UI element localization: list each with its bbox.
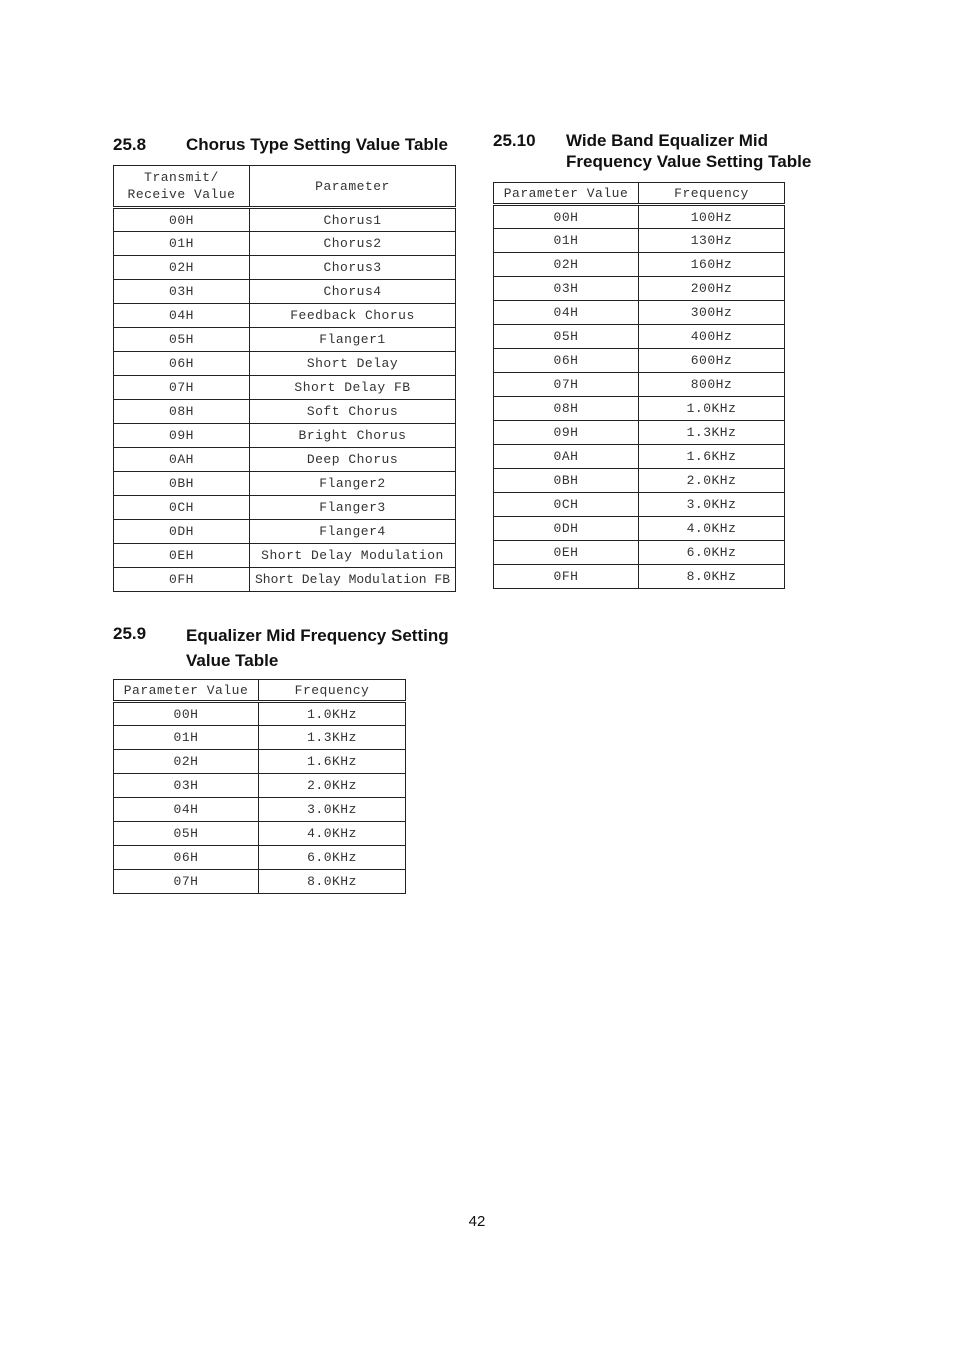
value-cell: 01H [494,229,639,253]
parameter-cell: 3.0KHz [259,798,406,822]
column-header: Parameter [250,166,456,208]
parameter-cell: 300Hz [639,301,785,325]
parameter-cell: 400Hz [639,325,785,349]
section-title: Equalizer Mid Frequency Setting Value Table [186,626,449,670]
value-cell: 00H [114,208,250,232]
table-row [494,469,785,493]
parameter-cell: Flanger2 [250,472,456,496]
parameter-cell: 4.0KHz [259,822,406,846]
parameter-cell: Feedback Chorus [250,304,456,328]
value-cell: 06H [494,349,639,373]
value-cell: 0FH [114,568,250,592]
parameter-cell: 130Hz [639,229,785,253]
table-row [494,301,785,325]
value-cell: 0BH [114,472,250,496]
value-cell: 07H [114,870,259,894]
parameter-cell: 1.0KHz [259,702,406,726]
section-25-8-heading [113,134,473,158]
value-cell: 08H [494,397,639,421]
table-row [114,726,406,750]
parameter-cell: Flanger3 [250,496,456,520]
value-cell: 07H [114,376,250,400]
table-row [114,496,456,520]
table-row [114,232,456,256]
value-cell: 04H [494,301,639,325]
value-cell: 00H [494,205,639,229]
column-header: Frequency [259,680,406,702]
table-row [114,376,456,400]
value-cell: 03H [114,774,259,798]
value-cell: 03H [494,277,639,301]
value-cell: 0DH [494,517,639,541]
page-number: 42 [468,1213,486,1230]
value-cell: 06H [114,352,250,376]
value-cell: 02H [114,750,259,774]
table-row [114,702,406,726]
section-number: 25.8 [113,135,147,154]
value-cell: 0EH [494,541,639,565]
table-row [114,208,456,232]
value-cell: 01H [114,726,259,750]
table-row [114,544,456,568]
parameter-cell: Chorus3 [250,256,456,280]
parameter-cell: 6.0KHz [259,846,406,870]
table-row [494,445,785,469]
table-row [114,774,406,798]
value-cell: 06H [114,846,259,870]
table-row [114,304,456,328]
table-row [114,280,456,304]
parameter-cell: 2.0KHz [639,469,785,493]
value-cell: 0EH [114,544,250,568]
parameter-cell: 160Hz [639,253,785,277]
parameter-cell: Chorus1 [250,208,456,232]
value-cell: 05H [494,325,639,349]
table-row [494,397,785,421]
parameter-cell: 8.0KHz [259,870,406,894]
table-row [494,325,785,349]
value-cell: 02H [114,256,250,280]
table-row [114,352,456,376]
value-cell: 0AH [494,445,639,469]
parameter-cell: 1.6KHz [259,750,406,774]
parameter-cell: Flanger4 [250,520,456,544]
table-header-row [114,680,406,702]
chorus-type-table [113,165,456,592]
parameter-cell: Chorus4 [250,280,456,304]
value-cell: 08H [114,400,250,424]
section-25-10-heading [493,130,873,174]
parameter-cell: Short Delay Modulation FB [250,568,456,592]
table-row [494,493,785,517]
table-row [114,520,456,544]
table-row [494,253,785,277]
table-row [494,373,785,397]
table-row [114,448,456,472]
table-body [114,702,406,894]
parameter-cell: 3.0KHz [639,493,785,517]
value-cell: 05H [114,822,259,846]
parameter-cell: 200Hz [639,277,785,301]
table-row [114,750,406,774]
value-cell: 0AH [114,448,250,472]
table-header-row [114,166,456,208]
value-cell: 04H [114,304,250,328]
table-body [114,208,456,592]
section-title: Wide Band Equalizer Mid Frequency Value Setting Table [566,131,812,171]
column-header: Transmit/ Receive Value [114,166,250,208]
parameter-cell: Soft Chorus [250,400,456,424]
parameter-cell: 4.0KHz [639,517,785,541]
parameter-cell: 1.3KHz [259,726,406,750]
parameter-cell: 600Hz [639,349,785,373]
value-cell: 01H [114,232,250,256]
parameter-cell: 1.6KHz [639,445,785,469]
column-header: Frequency [639,183,785,205]
table-row [494,277,785,301]
table-row [494,205,785,229]
table-row [114,256,456,280]
value-cell: 09H [114,424,250,448]
value-cell: 03H [114,280,250,304]
value-cell: 0CH [494,493,639,517]
parameter-cell: Deep Chorus [250,448,456,472]
table-row [114,400,456,424]
table-row [114,328,456,352]
value-cell: 07H [494,373,639,397]
column-header: Parameter Value [114,680,259,702]
section-number: 25.10 [493,131,536,150]
parameter-cell: 100Hz [639,205,785,229]
parameter-cell: Chorus2 [250,232,456,256]
section-number: 25.9 [113,624,147,643]
section-25-9-heading [113,623,473,673]
parameter-cell: Bright Chorus [250,424,456,448]
parameter-cell: Flanger1 [250,328,456,352]
table-row [114,822,406,846]
table-row [114,568,456,592]
table-row [494,349,785,373]
value-cell: 05H [114,328,250,352]
parameter-cell: 1.0KHz [639,397,785,421]
parameter-cell: 2.0KHz [259,774,406,798]
value-cell: 0CH [114,496,250,520]
column-header: Parameter Value [494,183,639,205]
table-row [114,472,456,496]
table-row [494,517,785,541]
table-row [114,870,406,894]
table-row [114,846,406,870]
parameter-cell: 8.0KHz [639,565,785,589]
table-row [494,229,785,253]
value-cell: 09H [494,421,639,445]
table-header-row [494,183,785,205]
value-cell: 0DH [114,520,250,544]
equalizer-mid-frequency-table [113,679,406,894]
parameter-cell: 6.0KHz [639,541,785,565]
parameter-cell: Short Delay [250,352,456,376]
table-row [494,565,785,589]
table-body [494,205,785,589]
value-cell: 02H [494,253,639,277]
table-row [114,424,456,448]
parameter-cell: 800Hz [639,373,785,397]
section-title: Chorus Type Setting Value Table [186,135,448,154]
table-row [494,421,785,445]
table-row [114,798,406,822]
wide-band-equalizer-table [493,182,785,589]
parameter-cell: 1.3KHz [639,421,785,445]
value-cell: 0BH [494,469,639,493]
value-cell: 0FH [494,565,639,589]
value-cell: 00H [114,702,259,726]
value-cell: 04H [114,798,259,822]
parameter-cell: Short Delay FB [250,376,456,400]
parameter-cell: Short Delay Modulation [250,544,456,568]
table-row [494,541,785,565]
